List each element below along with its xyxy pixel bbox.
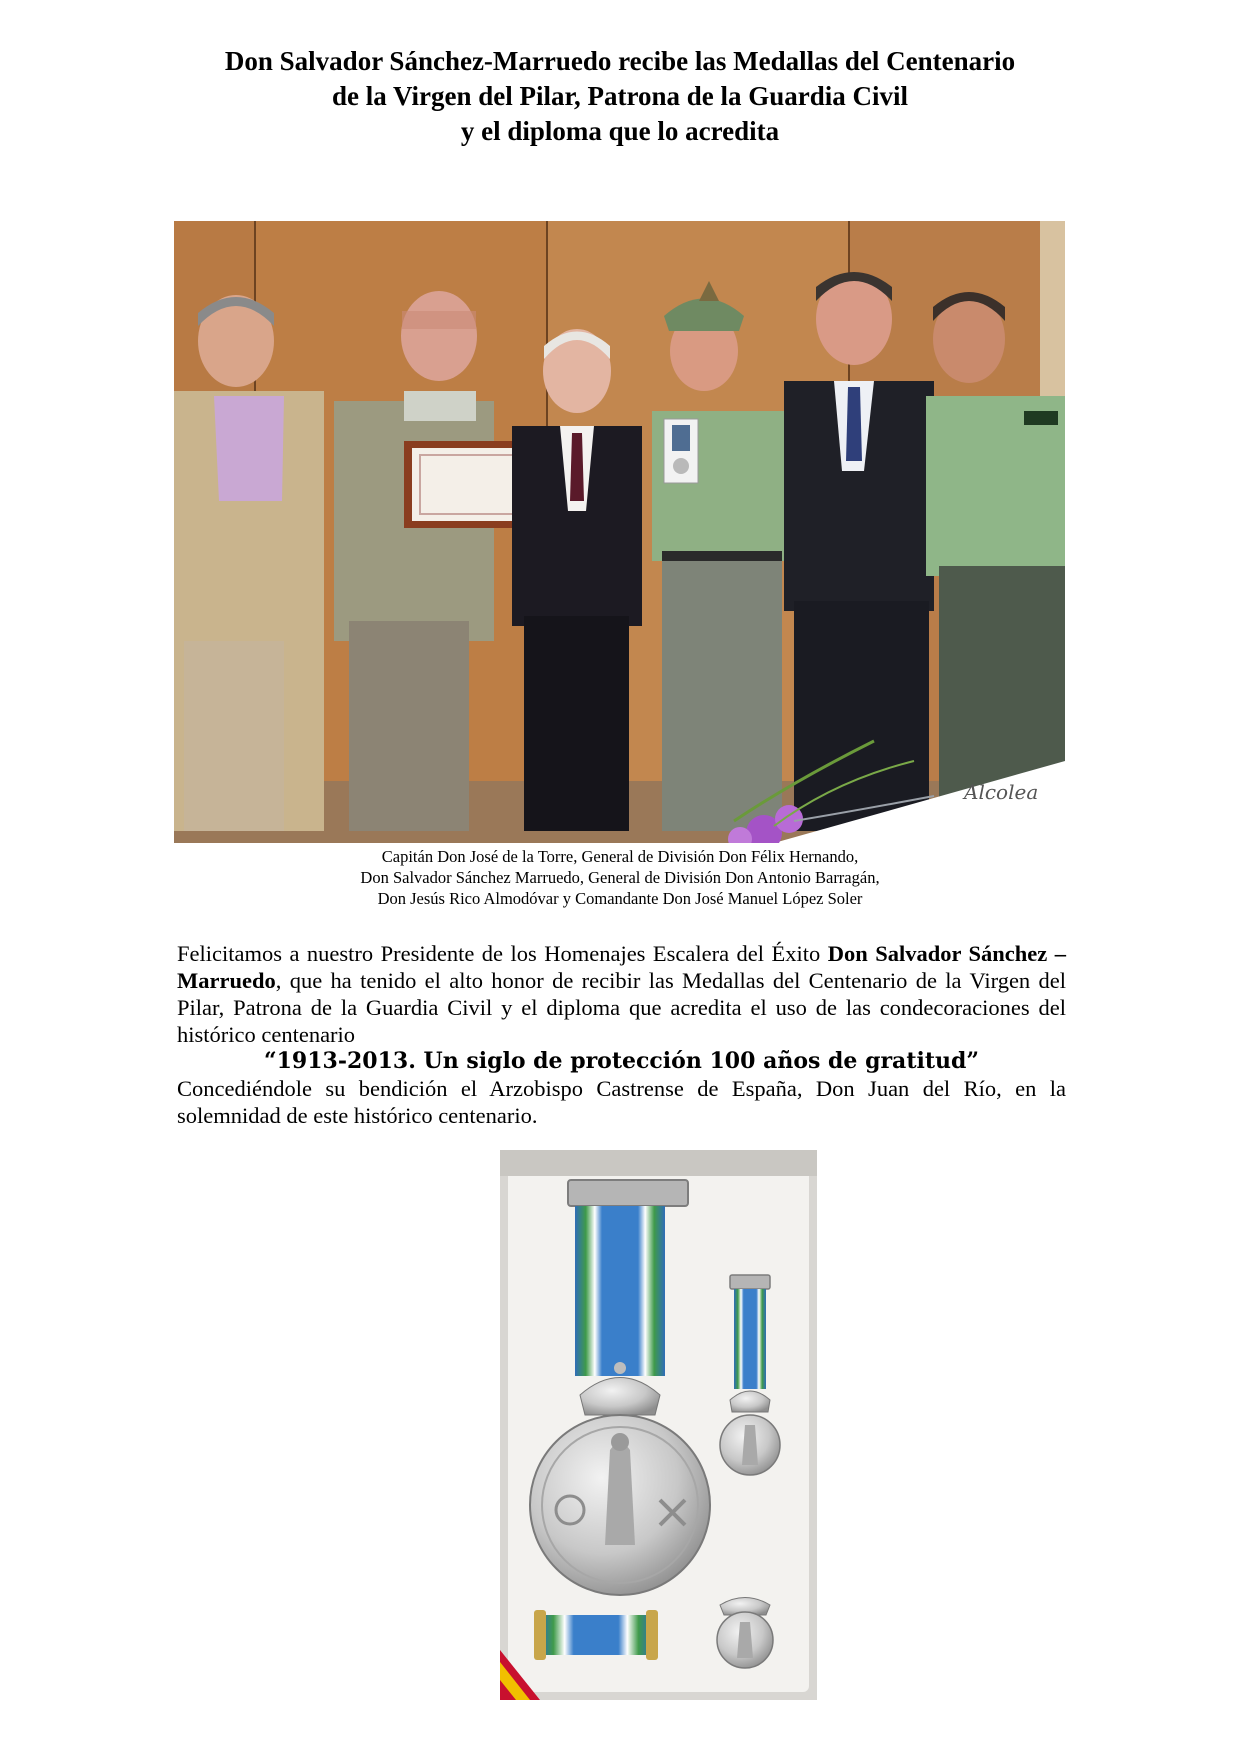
medal-set-illustration: [500, 1150, 817, 1700]
group-photo: [174, 221, 1065, 843]
article-paragraph-1: [177, 940, 1066, 1048]
page-title: [0, 44, 1240, 149]
article-body: [177, 940, 1066, 1129]
caption-line-3: Don Jesús Rico Almodóvar y Comandante Don José Manuel López Soler: [377, 889, 863, 908]
article-paragraph-2: Concediéndole su bendición el Arzobispo Castrense de España, Don Juan del Río, en la solemnidad de este histórico centenario.: [177, 1076, 1066, 1128]
photo-signature: Alcolea: [964, 780, 1039, 804]
centenary-motto: “1913-2013. Un siglo de protección 100 años de gratitud”: [263, 1048, 980, 1074]
caption-line-2: Don Salvador Sánchez Marruedo, General de División Don Antonio Barragán,: [360, 868, 880, 887]
honoree-name: Don Salvador Sánchez –Marruedo: [177, 941, 1067, 993]
caption-line-1: Capitán Don José de la Torre, General de División Don Félix Hernando,: [381, 847, 859, 866]
group-photo-illustration: [174, 221, 1065, 843]
p1-end: , que ha tenido el alto honor de recibir las Medallas del Centenario de la Virgen del Pilar, Patrona de la Guardia Civil y el diploma que acredita el uso de las condecoraciones del histórico centenario: [177, 968, 1066, 1047]
title-line-1: Don Salvador Sánchez-Marruedo recibe las Medallas del Centenario: [224, 46, 1016, 76]
medal-photo: [500, 1150, 817, 1700]
photo-caption: [0, 846, 1240, 909]
title-line-2: de la Virgen del Pilar, Patrona de la Guardia Civil: [331, 81, 909, 111]
p1-start: Felicitamos a nuestro Presidente de los Homenajes Escalera del Éxito: [177, 941, 828, 966]
title-line-3: y el diploma que lo acredita: [460, 116, 780, 146]
